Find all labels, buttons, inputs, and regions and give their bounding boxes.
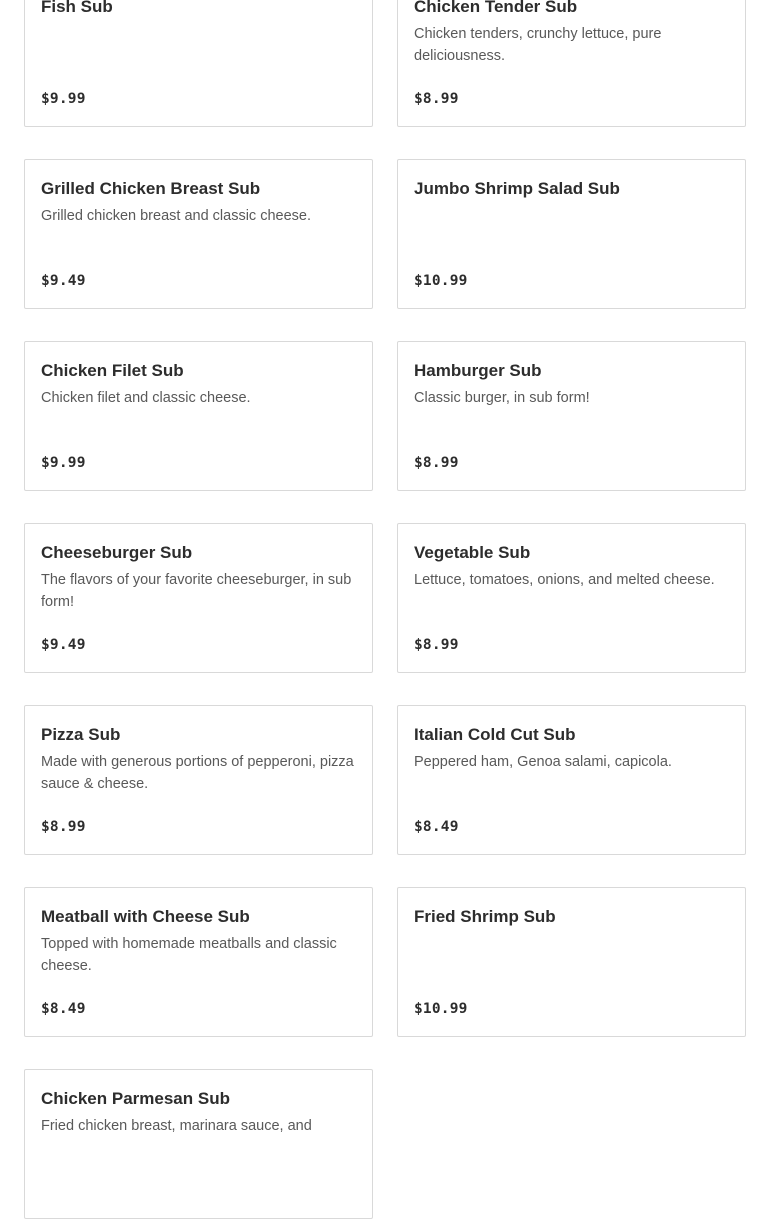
menu-item-card[interactable] [397,159,746,309]
menu-item-description: The flavors of your favorite cheeseburger, in sub form! [41,572,352,610]
menu-item-name: Hamburger Sub [414,361,542,380]
menu-item-price: $9.49 [41,637,86,653]
menu-item-price: $8.99 [41,819,86,835]
menu-item-description: Peppered ham, Genoa salami, capicola. [414,754,672,770]
menu-item-name: Jumbo Shrimp Salad Sub [414,179,620,198]
menu-item-description: Grilled chicken breast and classic cheese. [41,208,311,224]
menu-item-name: Chicken Filet Sub [41,361,184,380]
menu-item-description: Classic burger, in sub form! [414,390,590,406]
menu-item-card[interactable] [24,159,373,309]
menu-item-price: $8.99 [414,455,459,471]
menu-item-name: Pizza Sub [41,725,121,744]
menu-item-card[interactable] [397,705,746,855]
menu-item-card[interactable] [24,341,373,491]
menu-item-description: Topped with homemade meatballs and classic cheese. [41,936,337,974]
menu-item-card[interactable] [24,523,373,673]
menu-item-description: Fried chicken breast, marinara sauce, and [41,1118,312,1134]
menu-item-name: Fish Sub [41,0,113,16]
menu-item-price: $8.99 [414,91,459,107]
menu-item-price: $9.99 [41,455,86,471]
menu-item-name: Fried Shrimp Sub [414,907,556,926]
menu-item-price: $8.49 [414,819,459,835]
menu-item-description: Chicken tenders, crunchy lettuce, pure deliciousness. [414,26,662,64]
menu-item-name: Meatball with Cheese Sub [41,907,250,926]
menu-item-name: Italian Cold Cut Sub [414,725,576,744]
menu-item-price: $9.99 [41,91,86,107]
menu-item-name: Vegetable Sub [414,543,531,562]
menu-item-card[interactable] [24,705,373,855]
menu-item-price: $8.49 [41,1001,86,1017]
menu-item-name: Grilled Chicken Breast Sub [41,179,261,198]
menu-items-grid [24,0,746,1219]
menu-item-card[interactable] [24,887,373,1037]
menu-item-card[interactable] [397,887,746,1037]
menu-item-price: $8.99 [414,637,459,653]
menu-item-name: Chicken Parmesan Sub [41,1089,230,1108]
menu-item-card[interactable] [397,0,746,127]
menu-item-description: Lettuce, tomatoes, onions, and melted cheese. [414,572,715,588]
menu-item-name: Cheeseburger Sub [41,543,193,562]
menu-item-description: Made with generous portions of pepperoni, pizza sauce & cheese. [41,754,354,792]
menu-item-description: Chicken filet and classic cheese. [41,390,251,406]
menu-item-price: $9.49 [41,273,86,289]
menu-item-card[interactable] [397,341,746,491]
menu-item-card[interactable] [24,1069,373,1219]
menu-item-name: Chicken Tender Sub [414,0,578,16]
menu-item-price: $10.99 [414,273,468,289]
menu-item-card[interactable] [24,0,373,127]
menu-item-price: $10.99 [414,1001,468,1017]
menu-item-card[interactable] [397,523,746,673]
